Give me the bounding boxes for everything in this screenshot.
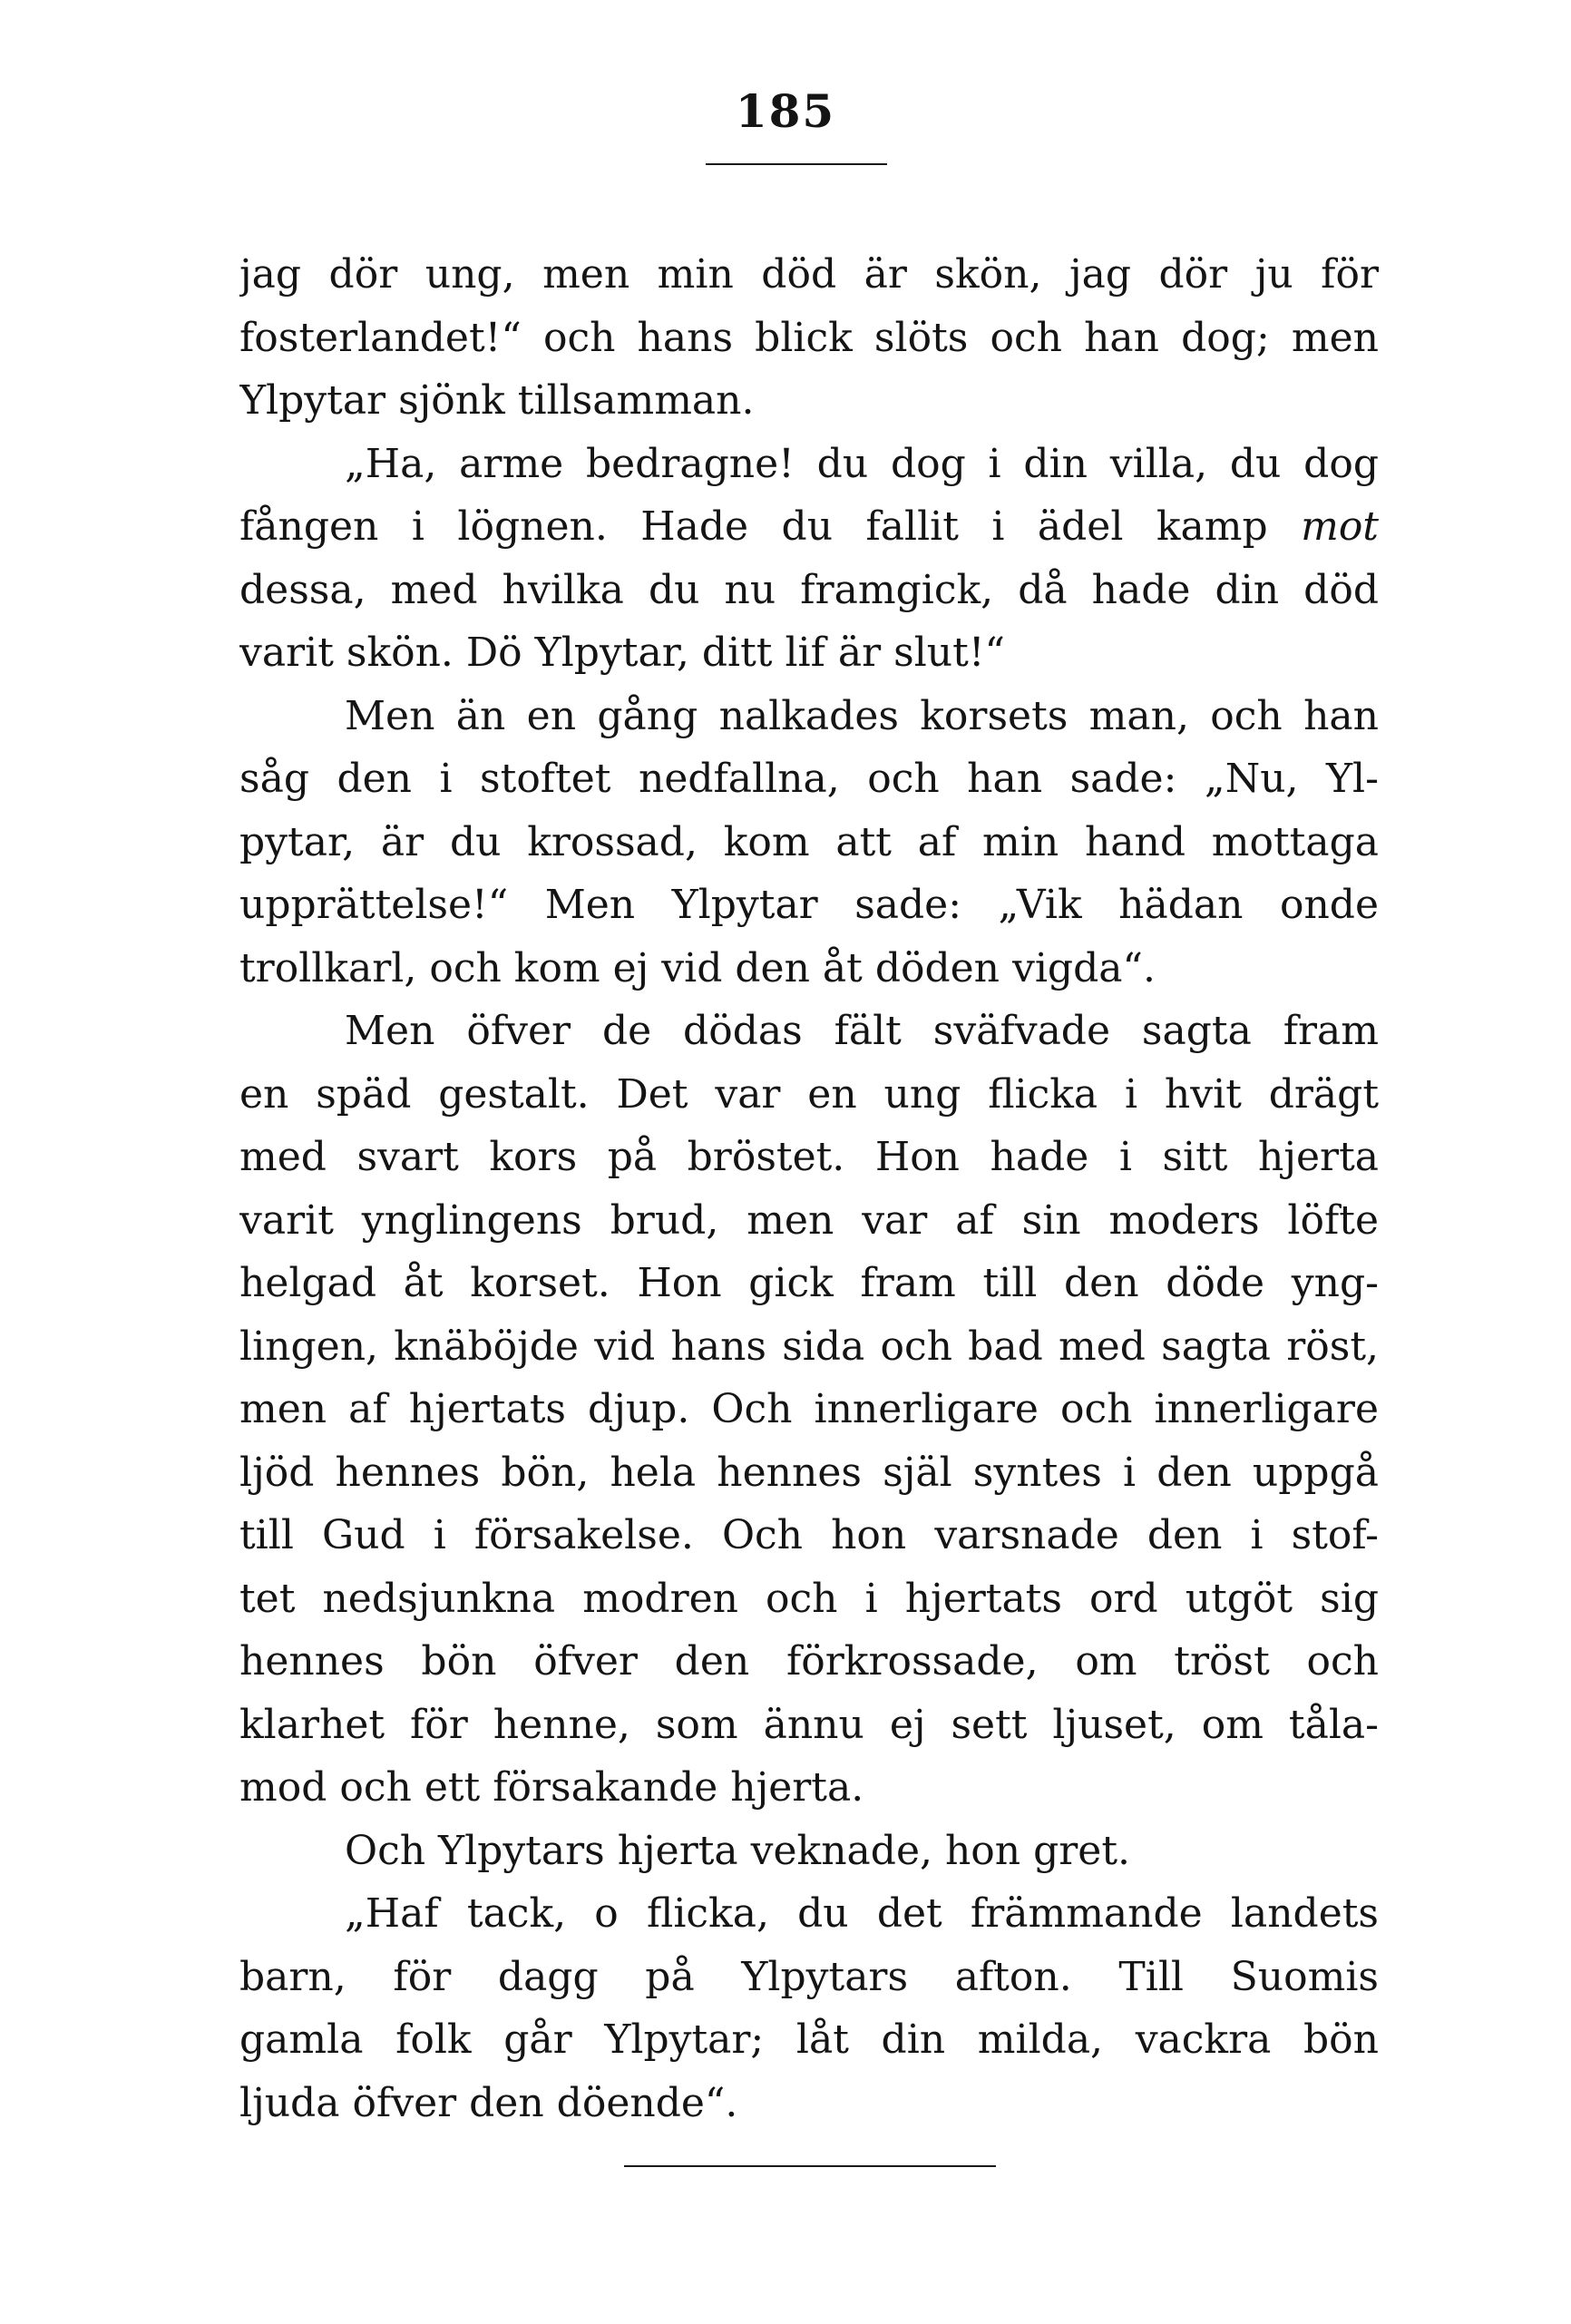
end-rule [624,2165,996,2167]
text-line: mod och ett försakande hjerta. [239,1764,864,1811]
text-line: såg den i stoftet nedfallna, och han sade: „Nu, Yl- [239,756,1379,802]
text-line: en späd gestalt. Det var en ung flicka i hvit drägt [239,1070,1379,1118]
text-line: „Haf tack, o flicka, du det främmande landets [345,1890,1379,1937]
page-number: 185 [735,84,836,138]
text-line: lingen, knäböjde vid hans sida och bad med sagta röst, [239,1323,1379,1370]
text-line: men af hjertats djup. Och innerligare och innerligare [239,1386,1379,1432]
text-line: ljuda öfver den döende“. [239,2079,738,2126]
text-line: pytar, är du krossad, kom att af min hand mottaga [239,818,1379,865]
text-line: „Ha, arme bedragne! du dog i din villa, du dog [345,440,1379,487]
text-line: till Gud i försakelse. Och hon varsnade den i stof- [239,1512,1379,1558]
text-line: Men än en gång nalkades korsets man, och han [345,692,1379,739]
text-line: trollkarl, och kom ej vid den åt döden vigda“. [239,944,1156,991]
text-line: med svart kors på bröstet. Hon hade i sitt hjerta [239,1134,1379,1180]
text-line: tet nedsjunkna modren och i hjertats ord utgöt sig [239,1575,1379,1622]
text-line: klarhet för henne, som ännu ej sett ljuset, om tåla- [239,1701,1379,1748]
text-line: varit skön. Dö Ylpytar, ditt lif är slut!“ [239,630,1005,676]
text-line: barn, för dagg på Ylpytars afton. Till Suomis [239,1953,1379,2000]
italic-word: mot [1301,503,1379,550]
text-line: hennes bön öfver den förkrossade, om tröst och [239,1638,1379,1684]
text-line: Men öfver de dödas fält sväfvade sagta fram [345,1008,1379,1054]
header-rule [706,163,887,165]
text-line: upprättelse!“ Men Ylpytar sade: „Vik hädan onde [239,882,1379,928]
text-line: helgad åt korset. Hon gick fram till den döde yng- [239,1260,1379,1306]
text-line: fosterlandet!“ och hans blick slöts och han dog; men [239,314,1379,361]
text-line: varit ynglingens brud, men var af sin moders löfte [239,1196,1379,1244]
text-line: gamla folk går Ylpytar; låt din milda, vackra bön [239,2016,1379,2063]
body-text [239,243,1379,2134]
text-segment: fången i lögnen. Hade du fallit i ädel kamp [239,503,1302,550]
text-line: dessa, med hvilka du nu framgick, då hade din död [239,566,1379,613]
text-line: ljöd hennes bön, hela hennes själ syntes i den uppgå [239,1449,1379,1496]
text-line: Och Ylpytars hjerta veknade, hon gret. [345,1827,1131,1874]
text-line: Ylpytar sjönk tillsamman. [239,377,755,424]
text-line: jag dör ung, men min död är skön, jag dör ju för [239,251,1379,298]
text-line [239,495,1379,559]
